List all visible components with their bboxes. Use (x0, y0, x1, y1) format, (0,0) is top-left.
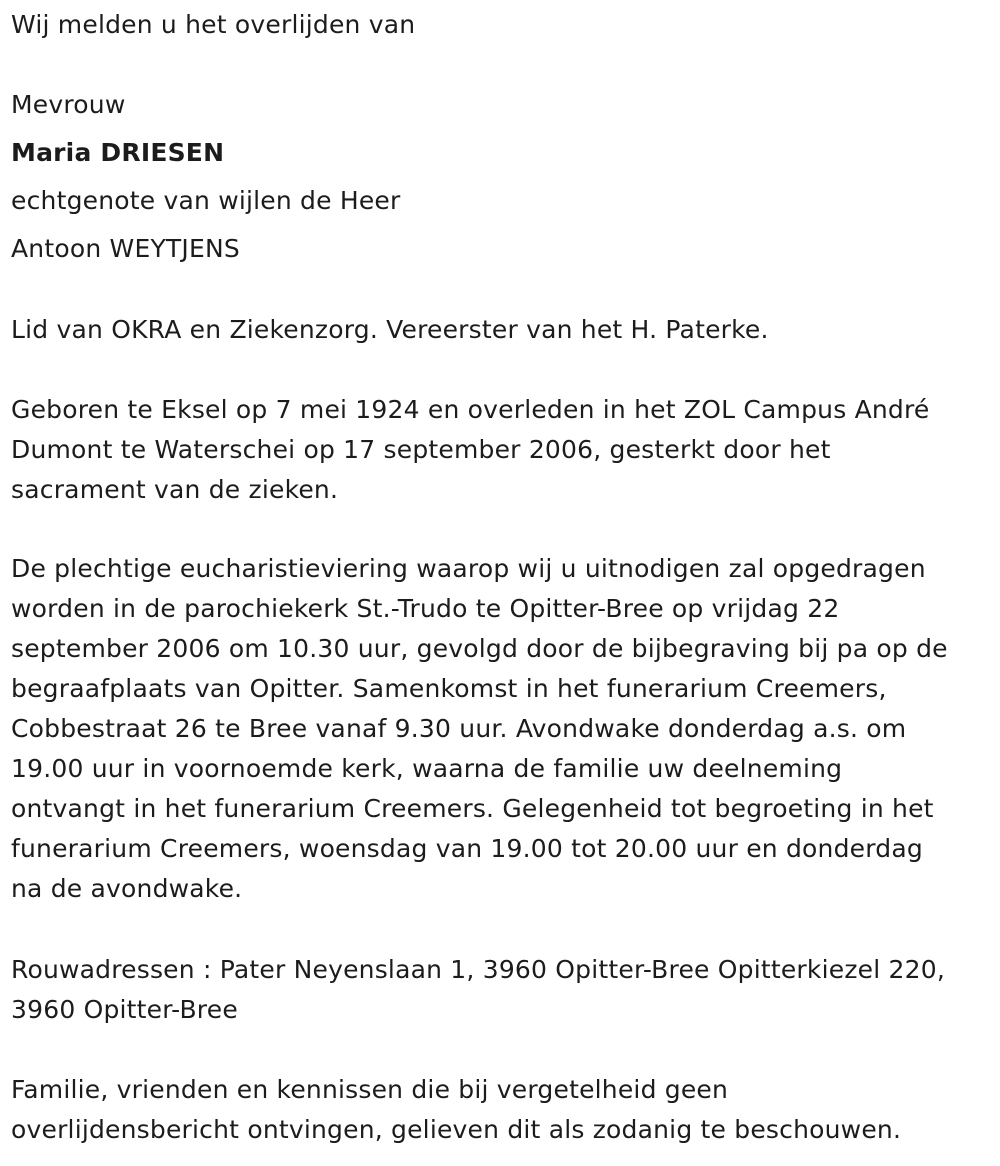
spouse-relation: echtgenote van wijlen de Heer (11, 186, 401, 215)
spouse-name: Antoon WEYTJENS (11, 234, 240, 263)
closing-line: overlijdensbericht ontvingen, gelieven dit als zodanig te beschouwen. (11, 1115, 902, 1144)
salutation: Mevrouw (11, 90, 126, 119)
ceremony-line: De plechtige eucharistieviering waarop wij u uitnodigen zal opgedragen (11, 554, 926, 583)
ceremony-line: worden in de parochiekerk St.-Trudo te Opitter-Bree op vrijdag 22 (11, 594, 840, 623)
ceremony-line: september 2006 om 10.30 uur, gevolgd door de bijbegraving bij pa op de (11, 634, 948, 663)
ceremony-line: 19.00 uur in voornoemde kerk, waarna de familie uw deelneming (11, 754, 843, 783)
membership-line: Lid van OKRA en Ziekenzorg. Vereerster van het H. Paterke. (11, 315, 769, 344)
intro-line: Wij melden u het overlijden van (11, 10, 416, 39)
ceremony-line: funerarium Creemers, woensdag van 19.00 tot 20.00 uur en donderdag (11, 834, 923, 863)
deceased-name: Maria DRIESEN (11, 138, 225, 167)
birth-death-line: Geboren te Eksel op 7 mei 1924 en overleden in het ZOL Campus André (11, 395, 930, 424)
ceremony-line: na de avondwake. (11, 874, 243, 903)
ceremony-line: ontvangt in het funerarium Creemers. Gelegenheid tot begroeting in het (11, 794, 934, 823)
mourning-address-line: Rouwadressen : Pater Neyenslaan 1, 3960 Opitter-Bree Opitterkiezel 220, (11, 955, 945, 984)
birth-death-line: Dumont te Waterschei op 17 september 2006, gesterkt door het (11, 435, 831, 464)
mourning-address-line: 3960 Opitter-Bree (11, 995, 238, 1024)
ceremony-line: begraafplaats van Opitter. Samenkomst in het funerarium Creemers, (11, 674, 887, 703)
ceremony-line: Cobbestraat 26 te Bree vanaf 9.30 uur. Avondwake donderdag a.s. om (11, 714, 907, 743)
closing-line: Familie, vrienden en kennissen die bij vergetelheid geen (11, 1075, 729, 1104)
birth-death-line: sacrament van de zieken. (11, 475, 339, 504)
